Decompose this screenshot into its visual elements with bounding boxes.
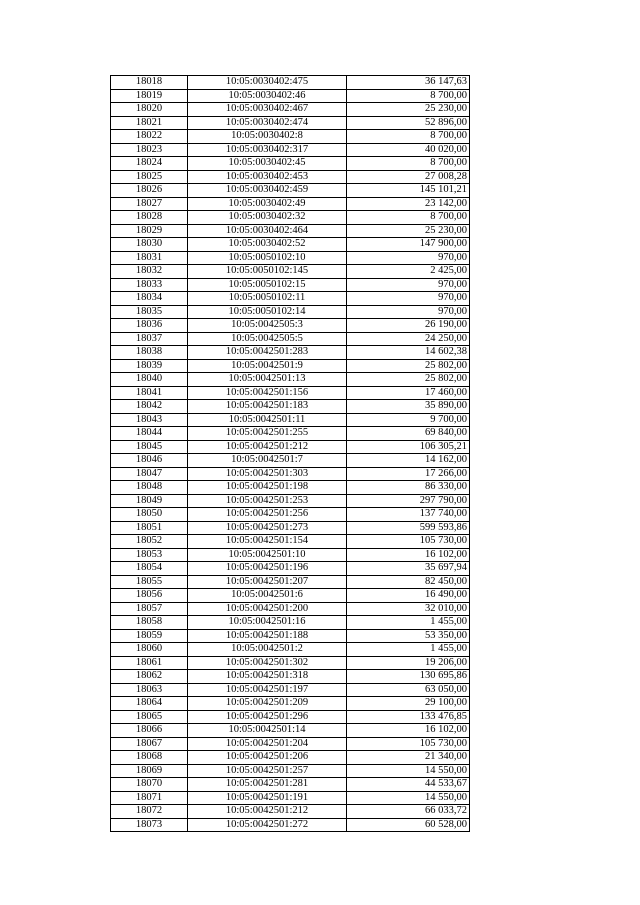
table-row	[111, 332, 470, 346]
row-number-cell: 18021	[111, 116, 188, 130]
cadastral-number-cell: 10:05:0030402:467	[188, 103, 347, 117]
value-cell: 14 550,00	[347, 791, 470, 805]
cadastral-number-cell: 10:05:0042505:5	[188, 332, 347, 346]
value-cell: 17 460,00	[347, 386, 470, 400]
value-cell: 35 697,94	[347, 562, 470, 576]
cadastral-number-cell: 10:05:0042501:212	[188, 805, 347, 819]
cadastral-number-cell: 10:05:0030402:459	[188, 184, 347, 198]
table-row	[111, 211, 470, 225]
row-number-cell: 18018	[111, 76, 188, 90]
row-number-cell: 18073	[111, 818, 188, 832]
row-number-cell: 18051	[111, 521, 188, 535]
value-cell: 1 455,00	[347, 643, 470, 657]
row-number-cell: 18043	[111, 413, 188, 427]
value-cell: 44 533,67	[347, 778, 470, 792]
row-number-cell: 18067	[111, 737, 188, 751]
value-cell: 147 900,00	[347, 238, 470, 252]
table-row	[111, 238, 470, 252]
row-number-cell: 18068	[111, 751, 188, 765]
value-cell: 8 700,00	[347, 130, 470, 144]
value-cell: 27 008,28	[347, 170, 470, 184]
table-row	[111, 359, 470, 373]
cadastral-number-cell: 10:05:0030402:52	[188, 238, 347, 252]
value-cell: 133 476,85	[347, 710, 470, 724]
cadastral-number-cell: 10:05:0042505:3	[188, 319, 347, 333]
row-number-cell: 18035	[111, 305, 188, 319]
cadastral-number-cell: 10:05:0042501:273	[188, 521, 347, 535]
cadastral-number-cell: 10:05:0042501:318	[188, 670, 347, 684]
row-number-cell: 18037	[111, 332, 188, 346]
table-row	[111, 292, 470, 306]
value-cell: 105 730,00	[347, 535, 470, 549]
table-row	[111, 629, 470, 643]
cadastral-number-cell: 10:05:0030402:32	[188, 211, 347, 225]
registry-table-body	[111, 76, 470, 832]
table-row	[111, 130, 470, 144]
row-number-cell: 18028	[111, 211, 188, 225]
value-cell: 1 455,00	[347, 616, 470, 630]
table-row	[111, 494, 470, 508]
table-row	[111, 683, 470, 697]
cadastral-number-cell: 10:05:0042501:191	[188, 791, 347, 805]
value-cell: 16 490,00	[347, 589, 470, 603]
cadastral-number-cell: 10:05:0042501:272	[188, 818, 347, 832]
table-row	[111, 481, 470, 495]
table-row	[111, 656, 470, 670]
table-row	[111, 508, 470, 522]
cadastral-number-cell: 10:05:0042501:207	[188, 575, 347, 589]
value-cell: 14 550,00	[347, 764, 470, 778]
value-cell: 145 101,21	[347, 184, 470, 198]
row-number-cell: 18055	[111, 575, 188, 589]
row-number-cell: 18024	[111, 157, 188, 171]
cadastral-number-cell: 10:05:0030402:317	[188, 143, 347, 157]
row-number-cell: 18050	[111, 508, 188, 522]
table-row	[111, 616, 470, 630]
table-row	[111, 224, 470, 238]
table-row	[111, 143, 470, 157]
table-row	[111, 751, 470, 765]
row-number-cell: 18041	[111, 386, 188, 400]
value-cell: 19 206,00	[347, 656, 470, 670]
value-cell: 82 450,00	[347, 575, 470, 589]
cadastral-number-cell: 10:05:0030402:474	[188, 116, 347, 130]
cadastral-number-cell: 10:05:0042501:303	[188, 467, 347, 481]
cadastral-number-cell: 10:05:0042501:206	[188, 751, 347, 765]
cadastral-number-cell: 10:05:0042501:10	[188, 548, 347, 562]
cadastral-number-cell: 10:05:0042501:209	[188, 697, 347, 711]
row-number-cell: 18044	[111, 427, 188, 441]
value-cell: 35 890,00	[347, 400, 470, 414]
table-row	[111, 602, 470, 616]
cadastral-number-cell: 10:05:0042501:9	[188, 359, 347, 373]
table-row	[111, 562, 470, 576]
table-row	[111, 103, 470, 117]
cadastral-number-cell: 10:05:0042501:257	[188, 764, 347, 778]
table-row	[111, 670, 470, 684]
row-number-cell: 18023	[111, 143, 188, 157]
row-number-cell: 18034	[111, 292, 188, 306]
row-number-cell: 18062	[111, 670, 188, 684]
row-number-cell: 18047	[111, 467, 188, 481]
value-cell: 86 330,00	[347, 481, 470, 495]
value-cell: 137 740,00	[347, 508, 470, 522]
table-row	[111, 251, 470, 265]
table-row	[111, 548, 470, 562]
row-number-cell: 18070	[111, 778, 188, 792]
table-row	[111, 400, 470, 414]
row-number-cell: 18072	[111, 805, 188, 819]
row-number-cell: 18053	[111, 548, 188, 562]
row-number-cell: 18059	[111, 629, 188, 643]
table-row	[111, 373, 470, 387]
cadastral-number-cell: 10:05:0050102:10	[188, 251, 347, 265]
cadastral-number-cell: 10:05:0030402:464	[188, 224, 347, 238]
value-cell: 29 100,00	[347, 697, 470, 711]
row-number-cell: 18031	[111, 251, 188, 265]
value-cell: 69 840,00	[347, 427, 470, 441]
cadastral-number-cell: 10:05:0042501:7	[188, 454, 347, 468]
row-number-cell: 18049	[111, 494, 188, 508]
row-number-cell: 18039	[111, 359, 188, 373]
row-number-cell: 18069	[111, 764, 188, 778]
value-cell: 9 700,00	[347, 413, 470, 427]
value-cell: 105 730,00	[347, 737, 470, 751]
value-cell: 2 425,00	[347, 265, 470, 279]
table-row	[111, 440, 470, 454]
value-cell: 130 695,86	[347, 670, 470, 684]
row-number-cell: 18057	[111, 602, 188, 616]
cadastral-number-cell: 10:05:0030402:49	[188, 197, 347, 211]
cadastral-number-cell: 10:05:0042501:255	[188, 427, 347, 441]
row-number-cell: 18064	[111, 697, 188, 711]
table-row	[111, 643, 470, 657]
value-cell: 60 528,00	[347, 818, 470, 832]
table-row	[111, 265, 470, 279]
cadastral-number-cell: 10:05:0042501:212	[188, 440, 347, 454]
table-row	[111, 278, 470, 292]
row-number-cell: 18029	[111, 224, 188, 238]
table-row	[111, 319, 470, 333]
row-number-cell: 18032	[111, 265, 188, 279]
value-cell: 14 602,38	[347, 346, 470, 360]
value-cell: 32 010,00	[347, 602, 470, 616]
row-number-cell: 18048	[111, 481, 188, 495]
cadastral-number-cell: 10:05:0042501:16	[188, 616, 347, 630]
value-cell: 970,00	[347, 251, 470, 265]
row-number-cell: 18038	[111, 346, 188, 360]
cadastral-number-cell: 10:05:0050102:145	[188, 265, 347, 279]
row-number-cell: 18056	[111, 589, 188, 603]
table-row	[111, 697, 470, 711]
value-cell: 17 266,00	[347, 467, 470, 481]
cadastral-number-cell: 10:05:0042501:197	[188, 683, 347, 697]
cadastral-number-cell: 10:05:0042501:253	[188, 494, 347, 508]
cadastral-number-cell: 10:05:0042501:11	[188, 413, 347, 427]
cadastral-number-cell: 10:05:0042501:198	[188, 481, 347, 495]
value-cell: 40 020,00	[347, 143, 470, 157]
value-cell: 297 790,00	[347, 494, 470, 508]
row-number-cell: 18036	[111, 319, 188, 333]
row-number-cell: 18046	[111, 454, 188, 468]
table-row	[111, 197, 470, 211]
table-row	[111, 346, 470, 360]
row-number-cell: 18065	[111, 710, 188, 724]
row-number-cell: 18026	[111, 184, 188, 198]
table-row	[111, 170, 470, 184]
row-number-cell: 18019	[111, 89, 188, 103]
cadastral-number-cell: 10:05:0042501:183	[188, 400, 347, 414]
value-cell: 21 340,00	[347, 751, 470, 765]
cadastral-number-cell: 10:05:0042501:14	[188, 724, 347, 738]
table-row	[111, 521, 470, 535]
table-row	[111, 535, 470, 549]
cadastral-number-cell: 10:05:0042501:13	[188, 373, 347, 387]
table-row	[111, 764, 470, 778]
value-cell: 66 033,72	[347, 805, 470, 819]
table-row	[111, 157, 470, 171]
row-number-cell: 18022	[111, 130, 188, 144]
row-number-cell: 18052	[111, 535, 188, 549]
cadastral-number-cell: 10:05:0030402:453	[188, 170, 347, 184]
cadastral-number-cell: 10:05:0042501:296	[188, 710, 347, 724]
row-number-cell: 18027	[111, 197, 188, 211]
cadastral-number-cell: 10:05:0042501:200	[188, 602, 347, 616]
row-number-cell: 18045	[111, 440, 188, 454]
cadastral-number-cell: 10:05:0050102:14	[188, 305, 347, 319]
table-row	[111, 589, 470, 603]
value-cell: 63 050,00	[347, 683, 470, 697]
cadastral-number-cell: 10:05:0042501:204	[188, 737, 347, 751]
row-number-cell: 18025	[111, 170, 188, 184]
value-cell: 53 350,00	[347, 629, 470, 643]
table-row	[111, 76, 470, 90]
row-number-cell: 18060	[111, 643, 188, 657]
row-number-cell: 18058	[111, 616, 188, 630]
value-cell: 970,00	[347, 292, 470, 306]
cadastral-number-cell: 10:05:0042501:156	[188, 386, 347, 400]
table-row	[111, 818, 470, 832]
value-cell: 25 230,00	[347, 103, 470, 117]
cadastral-number-cell: 10:05:0030402:475	[188, 76, 347, 90]
table-row	[111, 386, 470, 400]
cadastral-number-cell: 10:05:0042501:154	[188, 535, 347, 549]
value-cell: 25 802,00	[347, 373, 470, 387]
cadastral-number-cell: 10:05:0042501:6	[188, 589, 347, 603]
value-cell: 25 230,00	[347, 224, 470, 238]
value-cell: 52 896,00	[347, 116, 470, 130]
value-cell: 8 700,00	[347, 89, 470, 103]
row-number-cell: 18061	[111, 656, 188, 670]
value-cell: 25 802,00	[347, 359, 470, 373]
row-number-cell: 18063	[111, 683, 188, 697]
table-row	[111, 454, 470, 468]
value-cell: 24 250,00	[347, 332, 470, 346]
value-cell: 8 700,00	[347, 211, 470, 225]
row-number-cell: 18042	[111, 400, 188, 414]
cadastral-number-cell: 10:05:0050102:15	[188, 278, 347, 292]
cadastral-number-cell: 10:05:0030402:8	[188, 130, 347, 144]
cadastral-number-cell: 10:05:0042501:196	[188, 562, 347, 576]
value-cell: 970,00	[347, 305, 470, 319]
value-cell: 23 142,00	[347, 197, 470, 211]
cadastral-number-cell: 10:05:0030402:46	[188, 89, 347, 103]
table-row	[111, 467, 470, 481]
cadastral-number-cell: 10:05:0050102:11	[188, 292, 347, 306]
table-row	[111, 89, 470, 103]
table-row	[111, 710, 470, 724]
row-number-cell: 18066	[111, 724, 188, 738]
value-cell: 16 102,00	[347, 548, 470, 562]
table-row	[111, 427, 470, 441]
value-cell: 8 700,00	[347, 157, 470, 171]
value-cell: 106 305,21	[347, 440, 470, 454]
row-number-cell: 18071	[111, 791, 188, 805]
table-row	[111, 184, 470, 198]
table-row	[111, 778, 470, 792]
table-row	[111, 116, 470, 130]
table-row	[111, 413, 470, 427]
cadastral-number-cell: 10:05:0042501:2	[188, 643, 347, 657]
value-cell: 14 162,00	[347, 454, 470, 468]
registry-table	[110, 75, 470, 832]
table-row	[111, 575, 470, 589]
cadastral-number-cell: 10:05:0042501:188	[188, 629, 347, 643]
row-number-cell: 18054	[111, 562, 188, 576]
table-row	[111, 805, 470, 819]
value-cell: 599 593,86	[347, 521, 470, 535]
row-number-cell: 18030	[111, 238, 188, 252]
cadastral-number-cell: 10:05:0042501:283	[188, 346, 347, 360]
row-number-cell: 18020	[111, 103, 188, 117]
table-row	[111, 791, 470, 805]
value-cell: 26 190,00	[347, 319, 470, 333]
cadastral-number-cell: 10:05:0042501:256	[188, 508, 347, 522]
table-row	[111, 724, 470, 738]
cadastral-number-cell: 10:05:0030402:45	[188, 157, 347, 171]
cadastral-number-cell: 10:05:0042501:281	[188, 778, 347, 792]
table-row	[111, 305, 470, 319]
value-cell: 16 102,00	[347, 724, 470, 738]
value-cell: 970,00	[347, 278, 470, 292]
table-row	[111, 737, 470, 751]
row-number-cell: 18033	[111, 278, 188, 292]
row-number-cell: 18040	[111, 373, 188, 387]
cadastral-number-cell: 10:05:0042501:302	[188, 656, 347, 670]
value-cell: 36 147,63	[347, 76, 470, 90]
